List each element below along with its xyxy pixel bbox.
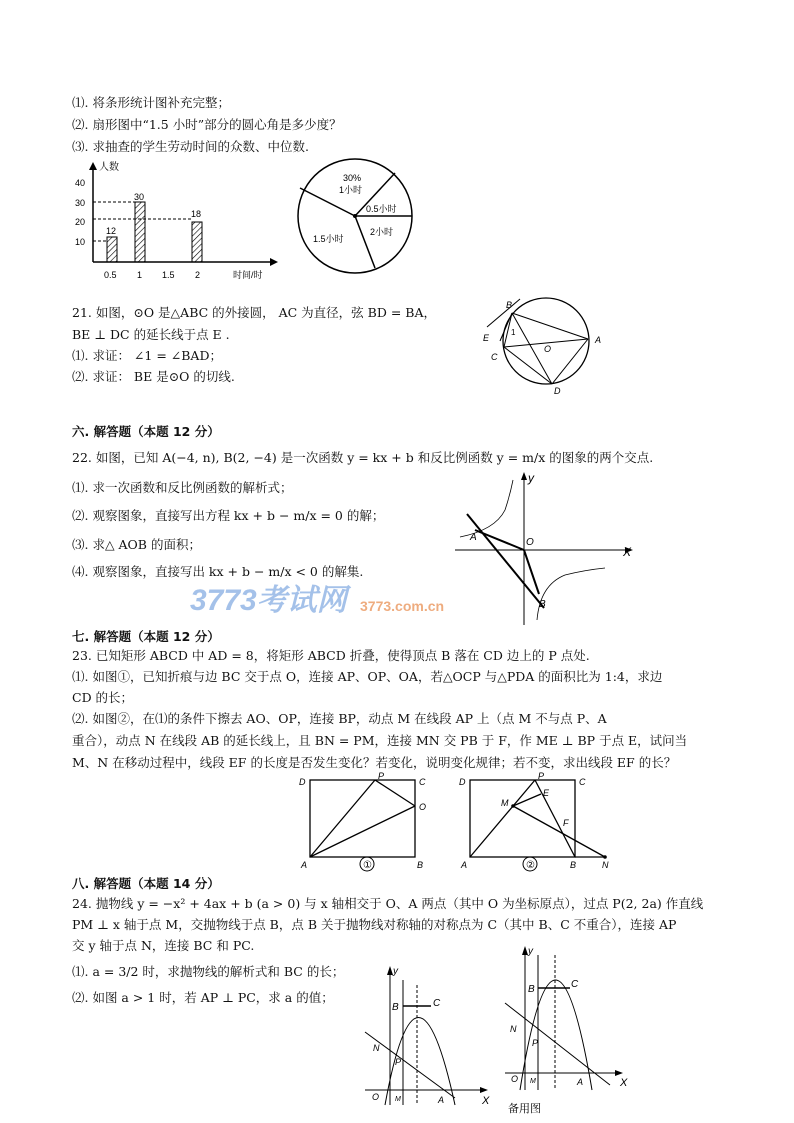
- q21-text: BE ⊥ DC 的延长线于点 E .: [72, 327, 230, 342]
- q22-figure: [455, 470, 655, 625]
- point-label: P: [538, 772, 545, 781]
- point-label: A: [301, 860, 308, 870]
- pie-chart: [295, 158, 420, 278]
- point-label: O: [372, 1092, 380, 1102]
- point-label: B: [570, 860, 577, 870]
- point-label: C: [571, 979, 579, 990]
- q20-sub2: ⑵. 扇形图中“1.5 小时”部分的圆心角是多少度？: [72, 117, 342, 132]
- q24-text: PM ⊥ x 轴于点 M，交抛物线于点 B，点 B 关于抛物线对称轴的对称点为 C（其中 B、C 不重合），连接 AP: [72, 917, 677, 932]
- q22-sub4: ⑷. 观察图象，直接写出 kx + b − m/x < 0 的解集.: [72, 564, 364, 579]
- q20-sub3: ⑶. 求抽查的学生劳动时间的众数、中位数.: [72, 139, 309, 154]
- q20-sub1: ⑴. 将条形统计图补充完整；: [72, 95, 230, 110]
- point-label: B: [506, 300, 513, 310]
- axis-label: X: [482, 1095, 490, 1107]
- point-label: D: [554, 386, 561, 395]
- point-label: C: [419, 777, 426, 787]
- point-label: F: [563, 818, 569, 828]
- xtick: 2: [195, 270, 201, 280]
- point-label: P: [532, 1038, 539, 1048]
- point-label: P: [395, 1057, 402, 1067]
- q23-text: ⑴. 如图①，已知折痕与边 BC 交于点 O，连接 AP、OP、OA，若△OCP 与△PDA 的面积比为 1:4，求边: [72, 669, 663, 684]
- figure-label: ①: [363, 860, 372, 871]
- pie-label: 30%: [343, 173, 362, 183]
- ytick: 10: [75, 237, 86, 247]
- point-label: C: [433, 998, 441, 1009]
- pie-label: 2小时: [370, 227, 394, 237]
- spare-figure-label: 备用图: [508, 1103, 541, 1115]
- point-label: B: [539, 599, 546, 610]
- pie-label: 1小时: [339, 185, 363, 195]
- point-label: A: [595, 335, 602, 345]
- bar-label: 18: [191, 209, 202, 219]
- point-label: A: [461, 860, 468, 870]
- section-7-heading: 七. 解答题（本题 12 分）: [72, 629, 220, 644]
- q23-text: ⑵. 如图②，在⑴的条件下擦去 AO、OP，连接 BP，动点 M 在线段 AP 上（点 M 不与点 P、A: [72, 711, 607, 726]
- q24-text: 交 y 轴于点 N，连接 BC 和 PC.: [72, 938, 255, 953]
- bar-label: 30: [134, 192, 145, 202]
- pie-label: 1.5小时: [313, 234, 344, 244]
- y-label: 人数: [99, 162, 119, 173]
- q22-text: 22. 如图，已知 A(−4, n), B(2, −4) 是一次函数 y = kx + b 和反比例函数 y = m/x 的图象的两个交点.: [72, 450, 654, 465]
- q22-sub2: ⑵. 观察图象，直接写出方程 kx + b − m/x = 0 的解；: [72, 508, 385, 523]
- point-label: N: [602, 860, 609, 870]
- axis-label: y: [393, 966, 398, 977]
- point-label: N: [510, 1024, 517, 1034]
- bar-label: 12: [106, 226, 117, 236]
- axis-label: y: [528, 471, 534, 485]
- section-6-heading: 六. 解答题（本题 12 分）: [72, 424, 220, 439]
- q22-sub3: ⑶. 求△ AOB 的面积；: [72, 537, 201, 552]
- point-label: M: [530, 1078, 536, 1085]
- axis-label: X: [623, 545, 632, 559]
- q21-sub2: ⑵. 求证： BE 是⊙O 的切线.: [72, 369, 235, 384]
- point-label: B: [392, 1002, 399, 1013]
- q23-text: 23. 已知矩形 ABCD 中 AD = 8，将矩形 ABCD 折叠，使得顶点 B 落在 CD 边上的 P 点处.: [72, 648, 590, 663]
- xtick: 1: [137, 270, 143, 280]
- q24-spare-figure: [500, 940, 640, 1120]
- point-label: D: [299, 777, 306, 787]
- q24-text: 24. 抛物线 y = −x² + 4ax + b (a > 0) 与 x 轴相交于 O、A 两点（其中 O 为坐标原点），过点 P(2, 2a) 作直线: [72, 896, 704, 911]
- bar-0.5: [107, 237, 117, 262]
- figure-label: ②: [526, 860, 535, 871]
- q21-figure: [482, 295, 607, 395]
- point-label: O: [526, 537, 534, 548]
- q24-sub2: ⑵. 如图 a > 1 时，若 AP ⊥ PC，求 a 的值；: [72, 990, 334, 1005]
- q21-sub1: ⑴. 求证： ∠1 = ∠BAD；: [72, 348, 222, 363]
- xtick: 0.5: [104, 270, 117, 280]
- q23-figure-1: [295, 772, 435, 872]
- watermark-url: 3773.com.cn: [360, 598, 445, 614]
- bar-1: [135, 202, 145, 262]
- q21-text: 21. 如图，⊙O 是△ABC 的外接圆， AC 为直径，弦 BD = BA，: [72, 305, 436, 320]
- point-label: O: [419, 802, 427, 812]
- point-label: P: [378, 772, 385, 781]
- angle-label: 1: [511, 328, 516, 337]
- axis-label: y: [528, 946, 533, 957]
- point-label: N: [373, 1043, 380, 1053]
- bar-chart: [70, 160, 290, 280]
- ytick: 30: [75, 198, 86, 208]
- q24-sub1: ⑴. a = 3/2 时，求抛物线的解析式和 BC 的长；: [72, 964, 345, 979]
- q23-text: 重合），动点 N 在线段 AB 的延长线上，且 BN = PM，连接 MN 交 PB 于 F，作 ME ⊥ BP 于点 E，试问当: [72, 733, 688, 748]
- point-label: B: [417, 860, 424, 870]
- q23-text: CD 的长；: [72, 690, 134, 705]
- point-label: A: [438, 1095, 445, 1105]
- q24-figure: [360, 960, 500, 1110]
- axis-label: X: [620, 1077, 628, 1089]
- point-label: D: [459, 777, 466, 787]
- section-8-heading: 八. 解答题（本题 14 分）: [72, 876, 220, 891]
- pie-label: 0.5小时: [366, 204, 397, 214]
- point-label: C: [491, 352, 498, 362]
- q23-text: M、N 在移动过程中，线段 EF 的长度是否发生变化？若变化，说明变化规律；若不变，求出线段 EF 的长？: [72, 755, 677, 770]
- point-label: A: [470, 532, 477, 543]
- x-label: 时间/时: [233, 270, 263, 280]
- point-label: B: [528, 984, 535, 995]
- point-label: O: [544, 344, 552, 354]
- point-label: M: [501, 798, 509, 808]
- point-label: O: [511, 1074, 519, 1084]
- point-label: E: [483, 333, 490, 343]
- point-label: C: [579, 777, 586, 787]
- ytick: 40: [75, 178, 86, 188]
- bar-2: [192, 222, 202, 262]
- point-label: M: [395, 1096, 401, 1103]
- watermark-logo: 3773考试网: [190, 584, 347, 617]
- point-label: E: [543, 788, 550, 798]
- point-label: A: [577, 1077, 584, 1087]
- ytick: 20: [75, 217, 86, 227]
- q23-figure-2: [455, 772, 620, 872]
- xtick: 1.5: [162, 270, 175, 280]
- q22-sub1: ⑴. 求一次函数和反比例函数的解析式；: [72, 480, 293, 495]
